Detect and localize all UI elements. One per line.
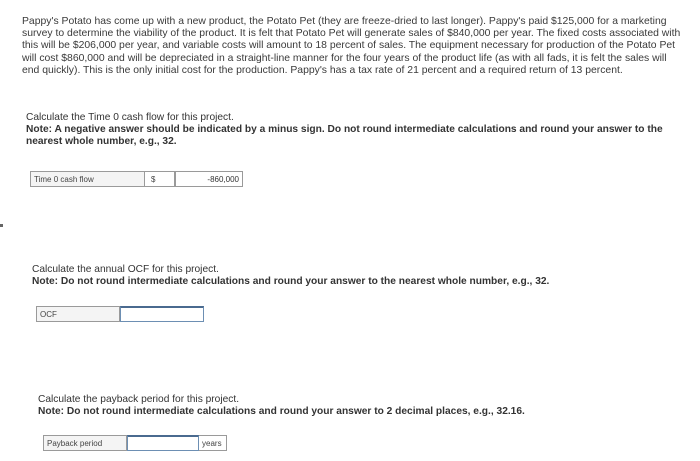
payback-period-input[interactable] — [127, 435, 199, 451]
payback-label: Payback period — [43, 435, 127, 451]
ocf-input[interactable] — [120, 306, 204, 322]
question-note: Note: A negative answer should be indicated by a minus sign. Do not round intermediate calculations and round your answer to the nearest whole number, e.g., 32. — [26, 124, 663, 147]
answer-row-ocf — [36, 306, 204, 322]
time0-cash-flow-input[interactable] — [175, 171, 243, 187]
question-prompt: Calculate the payback period for this project. — [38, 394, 240, 405]
edge-mark — [0, 224, 3, 227]
question-prompt: Calculate the annual OCF for this project. — [32, 264, 219, 275]
question-note: Note: Do not round intermediate calculations and round your answer to 2 decimal places, e.g., 32.16. — [38, 406, 525, 417]
question-prompt: Calculate the Time 0 cash flow for this project. — [26, 112, 234, 123]
answer-row-time0 — [30, 171, 243, 187]
ocf-label: OCF — [36, 306, 120, 322]
currency-symbol: $ — [145, 171, 175, 187]
question-note: Note: Do not round intermediate calculations and round your answer to the nearest whole number, e.g., 32. — [32, 276, 550, 287]
question-ocf — [32, 264, 672, 288]
question-time0 — [26, 112, 686, 148]
answer-row-payback — [43, 435, 227, 451]
problem-statement: Pappy's Potato has come up with a new product, the Potato Pet (they are freeze-dried to last longer). Pappy's paid $125,000 for a marketing survey to determine the viability of the product. It is felt that Potato Pet will generate sales of $840,000 per year. The fixed costs associated with this will be $206,000 per year, and variable costs will amount to 18 percent of sales. The equipment necessary for production of the Potato Pet will cost $860,000 and will be depreciated in a straight-line manner for the four years of the product life (as with all fads, it is felt the sales will end quickly). This is the only initial cost for the production. Pappy's has a tax rate of 21 percent and a required return of 13 percent. — [22, 16, 681, 76]
question-payback — [38, 394, 678, 418]
time0-label: Time 0 cash flow — [30, 171, 145, 187]
unit-label: years — [199, 435, 227, 451]
